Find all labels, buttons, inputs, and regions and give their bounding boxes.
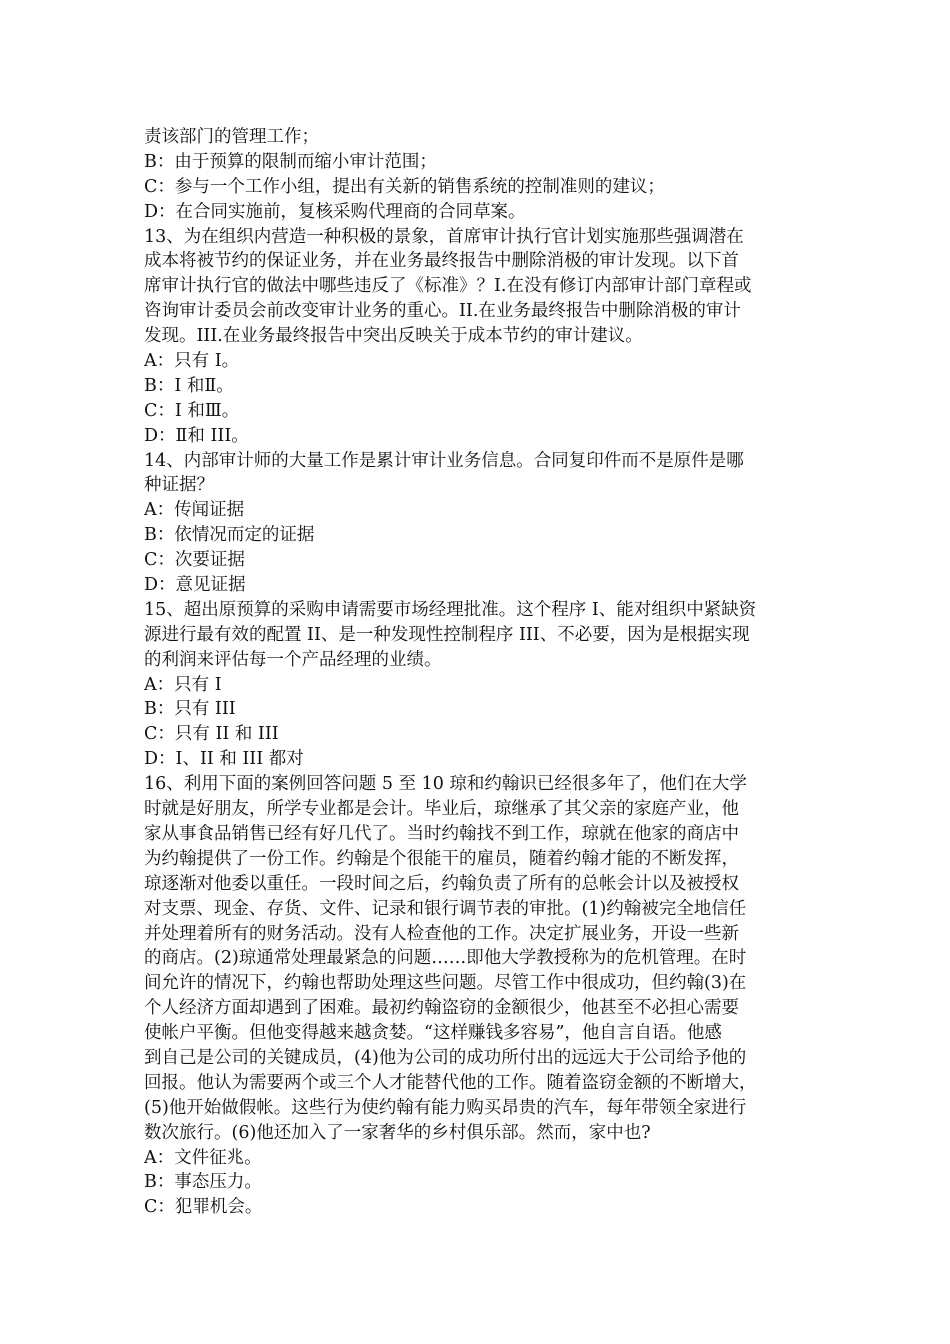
option-line: C：犯罪机会。 [144,1197,263,1218]
question-16-line: 到自己是公司的关键成员，(4)他为公司的成功所付出的远远大于公司给予他的 [144,1047,747,1068]
question-16-line: 回报。他认为需要两个或三个人才能替代他的工作。随着盗窃金额的不断增大， [144,1072,757,1093]
option-line: A：传闻证据 [144,500,245,521]
text-line: 责该部门的管理工作； [144,127,319,147]
question-16-line: 为约翰提供了一份工作。约翰是个很能干的雇员，随着约翰才能的不断发挥， [144,848,739,869]
question-16-line: 并处理着所有的财务活动。没有人检查他的工作。决定扩展业务，开设一些新 [144,923,739,944]
question-16-line: 使帐户平衡。但他变得越来越贪婪。“这样赚钱多容易”，他自言自语。他感 [144,1023,722,1044]
option-line: C：参与一个工作小组，提出有关新的销售系统的控制准则的建议； [144,176,665,197]
question-16-line: 的商店。(2)琼通常处理最紧急的问题……即他大学教授称为的危机管理。在时 [144,948,747,969]
option-line: C：只有 II 和 III [144,724,279,745]
option-line: B：由于预算的限制而缩小审计范围； [144,151,437,172]
question-15-line: 的利润来评估每一个产品经理的业绩。 [144,649,442,670]
option-line: B：I 和Ⅱ。 [144,375,234,396]
option-line: D：在合同实施前，复核采购代理商的合同草案。 [144,201,526,222]
question-16-line: 16、利用下面的案例回答问题 5 至 10 琼和约翰识已经很多年了，他们在大学 [144,774,747,795]
question-13-line: 咨询审计委员会前改变审计业务的重心。II.在业务最终报告中删除消极的审计 [144,301,741,322]
question-16-line: 间允许的情况下，约翰也帮助处理这些问题。尽管工作中很成功，但约翰(3)在 [144,973,747,994]
question-13-line: 13、为在组织内营造一种积极的景象，首席审计执行官计划实施那些强调潜在 [144,226,744,247]
option-line: D：I、II 和 III 都对 [144,749,304,770]
question-14-line: 14、内部审计师的大量工作是累计审计业务信息。合同复印件而不是原件是哪 [144,450,744,471]
question-16-line: (5)他开始做假帐。这些行为使约翰有能力购买昂贵的汽车，每年带领全家进行 [144,1097,747,1118]
document-body [144,125,812,1220]
question-16-line: 家从事食品销售已经有好几代了。当时约翰找不到工作，琼就在他家的商店中 [144,823,739,844]
question-13-line: 发现。III.在业务最终报告中突出反映关于成本节约的审计建议。 [144,326,643,347]
option-line: B：事态压力。 [144,1172,262,1193]
option-line: B：依情况而定的证据 [144,525,315,546]
option-line: D：意见证据 [144,575,246,596]
question-13-line: 成本将被节约的保证业务，并在业务最终报告中删除消极的审计发现。以下首 [144,251,739,272]
question-16-line: 个人经济方面却遇到了困难。最初约翰盗窃的金额很少，他甚至不必担心需要 [144,998,739,1019]
option-line: C：I 和Ⅲ。 [144,400,240,421]
option-line: D：Ⅱ和 III。 [144,425,249,446]
question-13-line: 席审计执行官的做法中哪些违反了《标准》？I.在没有修订内部审计部门章程或 [144,276,752,297]
question-14-line: 种证据？ [144,475,214,496]
option-line: B：只有 III [144,699,236,720]
question-16-line: 对支票、现金、存货、文件、记录和银行调节表的审批。(1)约翰被完全地信任 [144,898,747,919]
question-15-line: 源进行最有效的配置 II、是一种发现性控制程序 III、不必要，因为是根据实现 [144,624,750,645]
option-line: A：只有 I [144,674,222,695]
option-line: A：文件征兆。 [144,1147,262,1168]
option-line: A：只有 I。 [144,351,240,372]
question-16-line: 时就是好朋友，所学专业都是会计。毕业后，琼继承了其父亲的家庭产业，他 [144,799,739,820]
question-16-line: 琼逐渐对他委以重任。一段时间之后，约翰负责了所有的总帐会计以及被授权 [144,873,739,894]
question-16-line: 数次旅行。(6)他还加入了一家奢华的乡村俱乐部。然而，家中也? [144,1122,651,1143]
question-15-line: 15、超出原预算的采购申请需要市场经理批准。这个程序 I、能对组织中紧缺资 [144,599,757,620]
option-line: C：次要证据 [144,550,245,571]
